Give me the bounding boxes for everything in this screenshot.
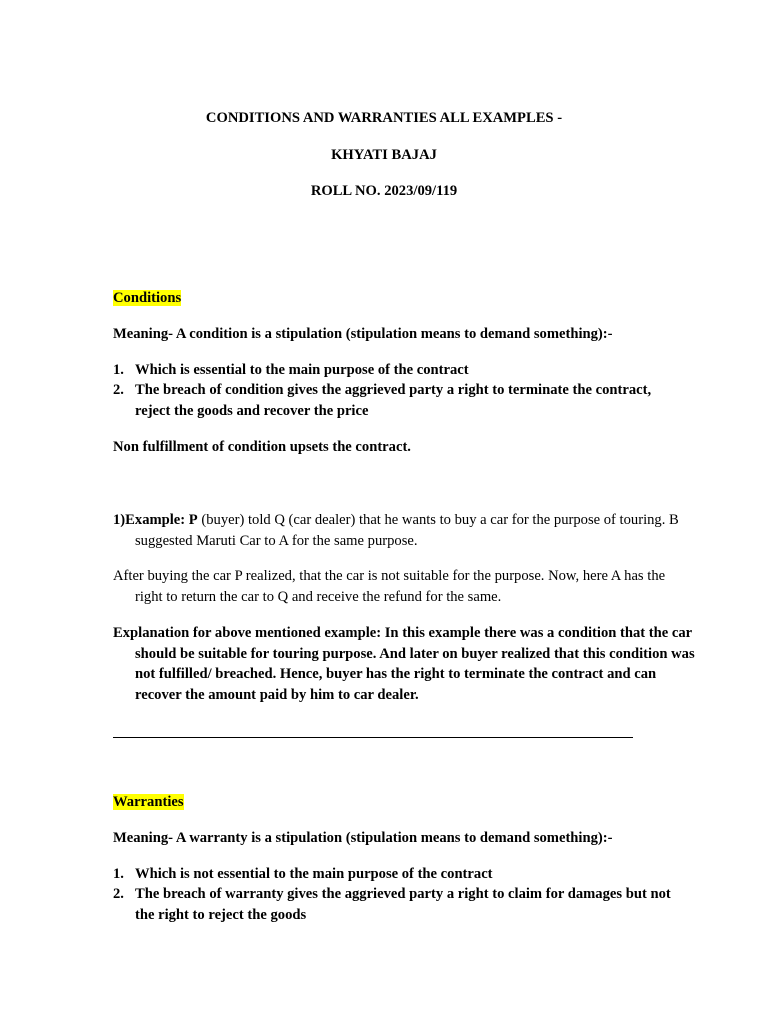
- example-text: (buyer) told Q (car dealer) that he wants to buy a car for the purpose of touring. B suggested Maruti Car to A for the same purpose.: [135, 512, 679, 549]
- warranties-heading: Warranties: [113, 794, 184, 810]
- list-number: 1.: [113, 362, 124, 378]
- list-number: 2.: [113, 382, 124, 398]
- section-divider: [113, 737, 633, 738]
- conditions-after-text: After buying the car P realized, that the car is not suitable for the purpose. Now, here A has the right to return the car to Q and receive the refund for the same.: [113, 568, 666, 605]
- example-label: 1)Example: P: [113, 512, 198, 528]
- conditions-point-2: [113, 380, 673, 421]
- conditions-heading-row: [113, 288, 673, 309]
- list-text: The breach of condition gives the aggrieved party a right to terminate the contract, reject the goods and recover the price: [135, 382, 652, 419]
- warranties-point-1: [113, 864, 673, 885]
- list-number: 1.: [113, 866, 124, 882]
- conditions-meaning: Meaning- A condition is a stipulation (stipulation means to demand something):-: [113, 326, 613, 342]
- warranties-meaning: Meaning- A warranty is a stipulation (stipulation means to demand something):-: [113, 830, 613, 846]
- conditions-explanation: Explanation for above mentioned example: In this example there was a condition that the car should be suitable for touring purpose. And later on buyer realized that this condition was not fulfilled/ breached. Hence, buyer has the right to terminate the contract and can recover the amount paid by him to car dealer.: [113, 625, 695, 703]
- warranties-heading-row: [113, 792, 673, 813]
- roll-number: ROLL NO. 2023/09/119: [310, 183, 458, 199]
- document-title: CONDITIONS AND WARRANTIES ALL EXAMPLES -: [205, 110, 563, 126]
- list-number: 2.: [113, 886, 124, 902]
- conditions-point-1: [113, 360, 673, 381]
- author-name: KHYATI BAJAJ: [331, 147, 437, 163]
- list-text: The breach of warranty gives the aggrieved party a right to claim for damages but not the right to reject the goods: [135, 886, 671, 923]
- conditions-note: Non fulfillment of condition upsets the contract.: [113, 439, 411, 455]
- list-text: Which is not essential to the main purpose of the contract: [135, 866, 493, 882]
- warranties-point-2: [113, 884, 673, 925]
- conditions-heading: Conditions: [113, 290, 182, 306]
- list-text: Which is essential to the main purpose of the contract: [135, 362, 469, 378]
- conditions-example: [113, 510, 695, 551]
